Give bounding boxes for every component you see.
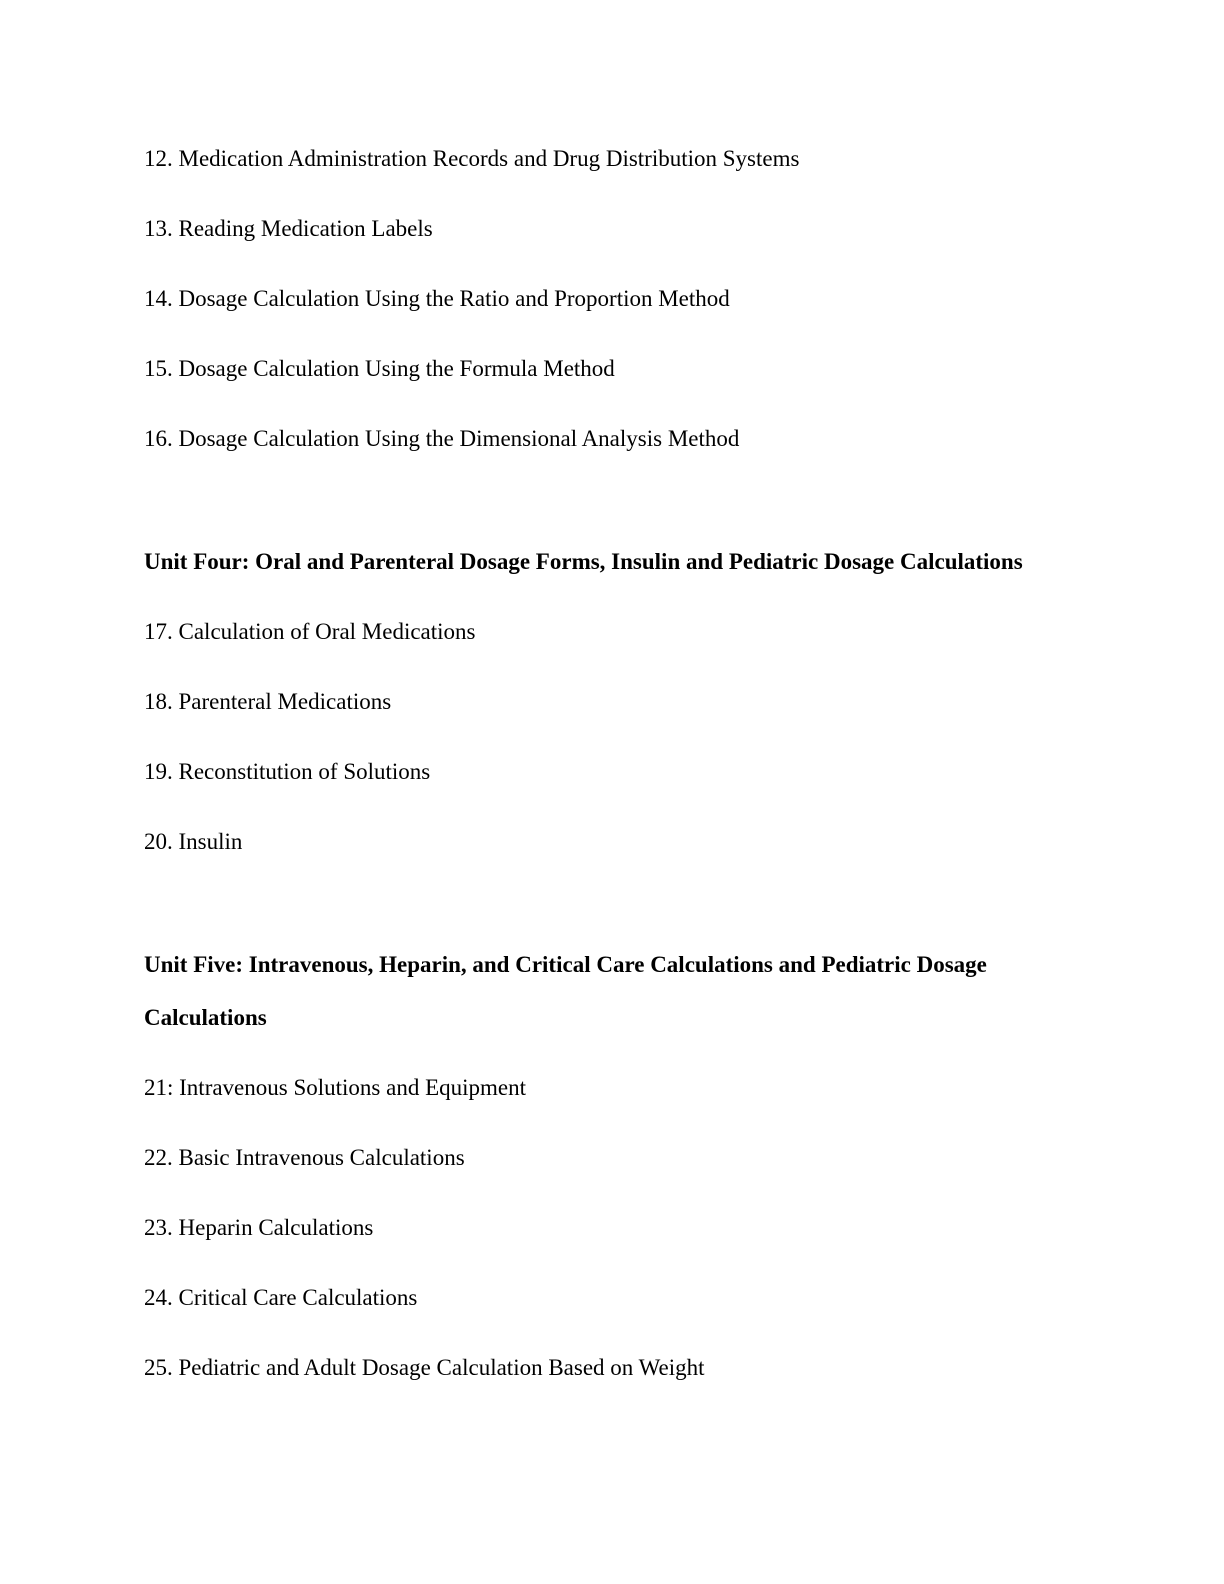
toc-entry-ch21: 21: Intravenous Solutions and Equipment: [144, 1075, 527, 1100]
toc-entry-ch16: 16. Dosage Calculation Using the Dimensional Analysis Method: [144, 426, 740, 451]
toc-entry-ch19: 19. Reconstitution of Solutions: [144, 759, 431, 784]
toc-entry-ch14: 14. Dosage Calculation Using the Ratio and Proportion Method: [144, 286, 730, 311]
toc-entry-ch23: 23. Heparin Calculations: [144, 1215, 374, 1240]
table-of-contents: [144, 132, 1079, 1394]
toc-entry-ch24: 24. Critical Care Calculations: [144, 1285, 418, 1310]
unit-five-heading: Unit Five: Intravenous, Heparin, and Critical Care Calculations and Pediatric Dosage Calculations: [144, 952, 987, 1030]
toc-entry-ch12: 12. Medication Administration Records and Drug Distribution Systems: [144, 146, 800, 171]
toc-entry-ch18: 18. Parenteral Medications: [144, 689, 392, 714]
toc-entry-ch22: 22. Basic Intravenous Calculations: [144, 1145, 465, 1170]
toc-entry-ch25: 25. Pediatric and Adult Dosage Calculation Based on Weight: [144, 1355, 705, 1380]
toc-entry-ch20: 20. Insulin: [144, 829, 243, 854]
toc-entry-ch15: 15. Dosage Calculation Using the Formula Method: [144, 356, 615, 381]
unit-four-heading: Unit Four: Oral and Parenteral Dosage Forms, Insulin and Pediatric Dosage Calculations: [144, 549, 1023, 574]
toc-entry-ch13: 13. Reading Medication Labels: [144, 216, 433, 241]
toc-entry-ch17: 17. Calculation of Oral Medications: [144, 619, 476, 644]
